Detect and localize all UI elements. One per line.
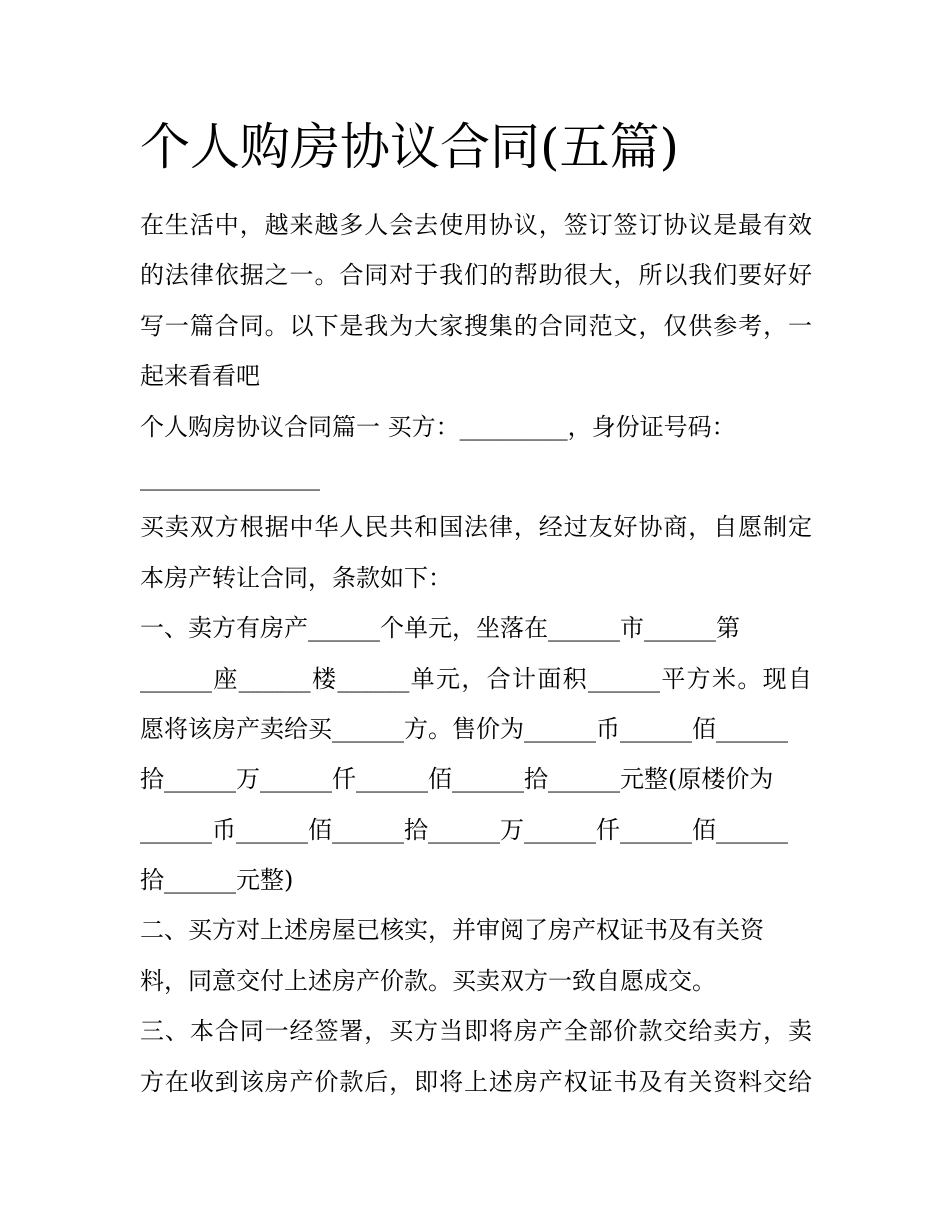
body-line-clause-1-c: 愿将该房产卖给买______方。售价为______币______佰______ (140, 714, 788, 743)
body-line-clause-2-b: 料，同意交付上述房产价款。买卖双方一致自愿成交。 (140, 966, 716, 995)
body-line-clause-1-a: 一、卖方有房产______个单元，坐落在______市______第 (140, 614, 740, 643)
body-line-clause-1-d: 拾______万______仟______佰______拾______元整(原楼价为 (140, 765, 774, 794)
body-line-buyer-info: 个人购房协议合同篇一 买方：_________，身份证号码： (140, 412, 736, 441)
body-line-intro-3: 写一篇合同。以下是我为大家搜集的合同范文，仅供参考，一 (140, 311, 812, 340)
body-line-id-number-blank: _______________ (140, 462, 320, 491)
body-line-clause-1-b: ______座______楼______单元，合计面积______平方米。现自 (140, 664, 812, 693)
body-line-clause-3-a: 三、本合同一经签署，买方当即将房产全部价款交给卖方，卖 (140, 1017, 812, 1046)
body-line-intro-4: 起来看看吧 (140, 362, 260, 391)
body-line-clause-2-a: 二、买方对上述房屋已核实，并审阅了房产权证书及有关资 (140, 916, 764, 945)
body-line-clause-3-b: 方在收到该房产价款后，即将上述房产权证书及有关资料交给 (140, 1067, 812, 1096)
body-line-clause-1-e: ______币______佰______拾______万______仟______佰______ (140, 815, 788, 844)
document-body (140, 200, 812, 1107)
body-line-clause-1-f: 拾______元整) (140, 866, 294, 895)
document-title: 个人购房协议合同(五篇) (140, 118, 680, 176)
body-line-preamble-2: 本房产转让合同，条款如下： (140, 563, 452, 592)
body-line-intro-1: 在生活中，越来越多人会去使用协议，签订签订协议是最有效 (140, 211, 812, 239)
body-line-preamble-1: 买卖双方根据中华人民共和国法律，经过友好协商，自愿制定 (140, 513, 812, 542)
body-line-intro-2: 的法律依据之一。合同对于我们的帮助很大，所以我们要好好 (140, 261, 812, 290)
